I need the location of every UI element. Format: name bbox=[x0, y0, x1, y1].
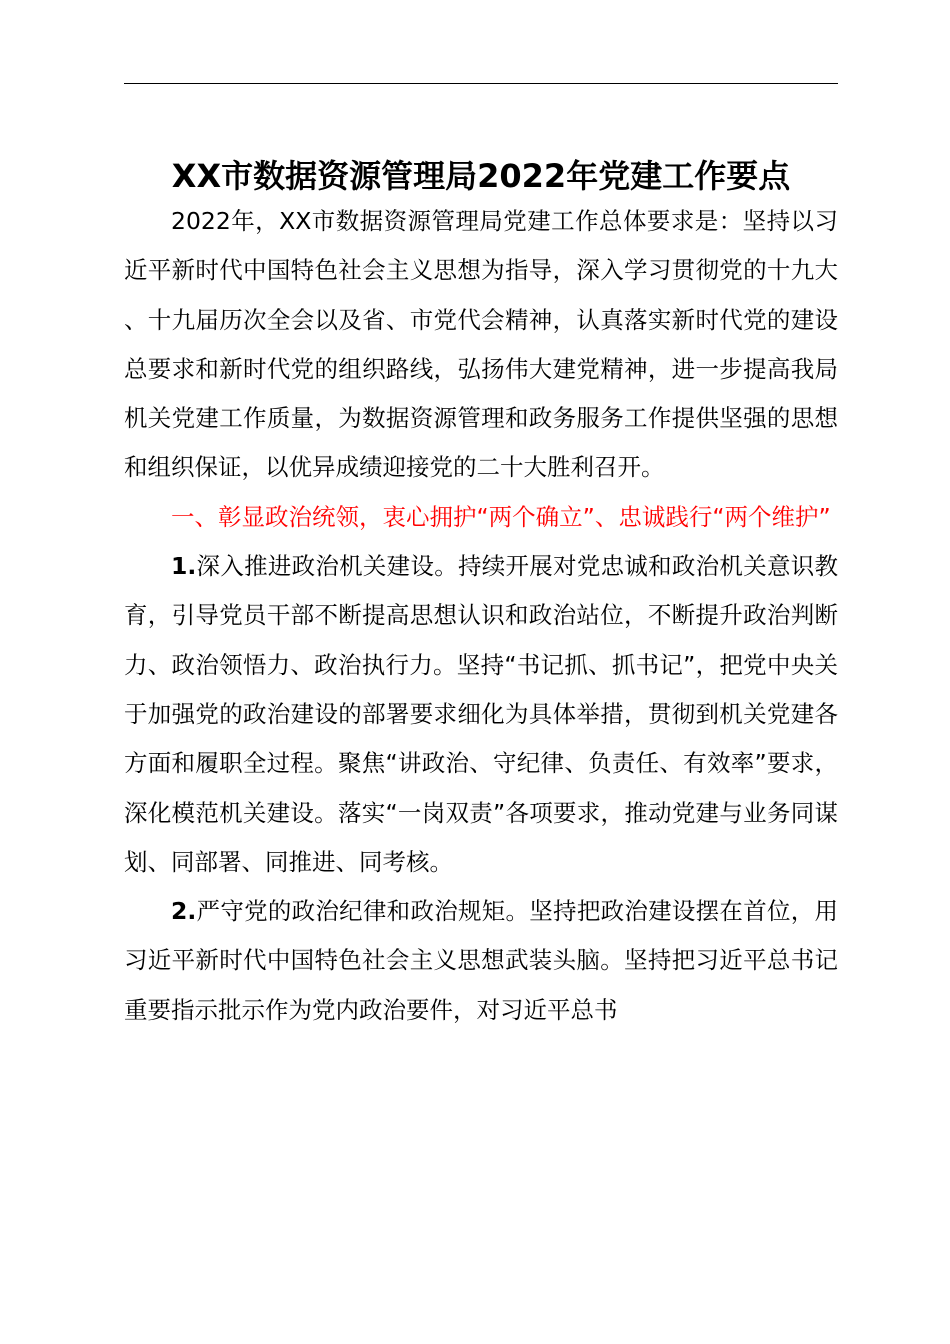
item-number: 2. bbox=[171, 897, 197, 926]
item-number: 1. bbox=[171, 552, 197, 581]
item-paragraph-2 bbox=[124, 887, 838, 1035]
item-text: 深入推进政治机关建设。持续开展对党忠诚和政治机关意识教育，引导党员干部不断提高思想认识和政治站位，不断提升政治判断力、政治领悟力、政治执行力。坚持“书记抓、抓书记”，把党中央关于加强党的政治建设的部署要求细化为具体举措，贯彻到机关党建各方面和履职全过程。聚焦“讲政治、守纪律、负责任、有效率”要求，深化模范机关建设。落实“一岗双责”各项要求，推动党建与业务同谋划、同部署、同推进、同考核。 bbox=[124, 552, 838, 876]
document-body bbox=[124, 197, 838, 1035]
document-title: XX市数据资源管理局2022年党建工作要点 bbox=[171, 157, 791, 195]
section-heading-1: 一、彰显政治统领，衷心拥护“两个确立”、忠诚践行“两个维护” bbox=[171, 502, 831, 531]
intro-paragraph: 2022年，XX市数据资源管理局党建工作总体要求是：坚持以习近平新时代中国特色社会主义思想为指导，深入学习贯彻党的十九大、十九届历次全会以及省、市党代会精神，认真落实新时代党的建设总要求和新时代党的组织路线，弘扬伟大建党精神，进一步提高我局机关党建工作质量，为数据资源管理和政务服务工作提供坚强的思想和组织保证，以优异成绩迎接党的二十大胜利召开。 bbox=[124, 207, 838, 482]
item-paragraph-1 bbox=[124, 542, 838, 887]
item-text: 严守党的政治纪律和政治规矩。坚持把政治建设摆在首位，用习近平新时代中国特色社会主义思想武装头脑。坚持把习近平总书记重要指示批示作为党内政治要件，对习近平总书 bbox=[124, 897, 838, 1024]
header-rule bbox=[124, 83, 838, 84]
